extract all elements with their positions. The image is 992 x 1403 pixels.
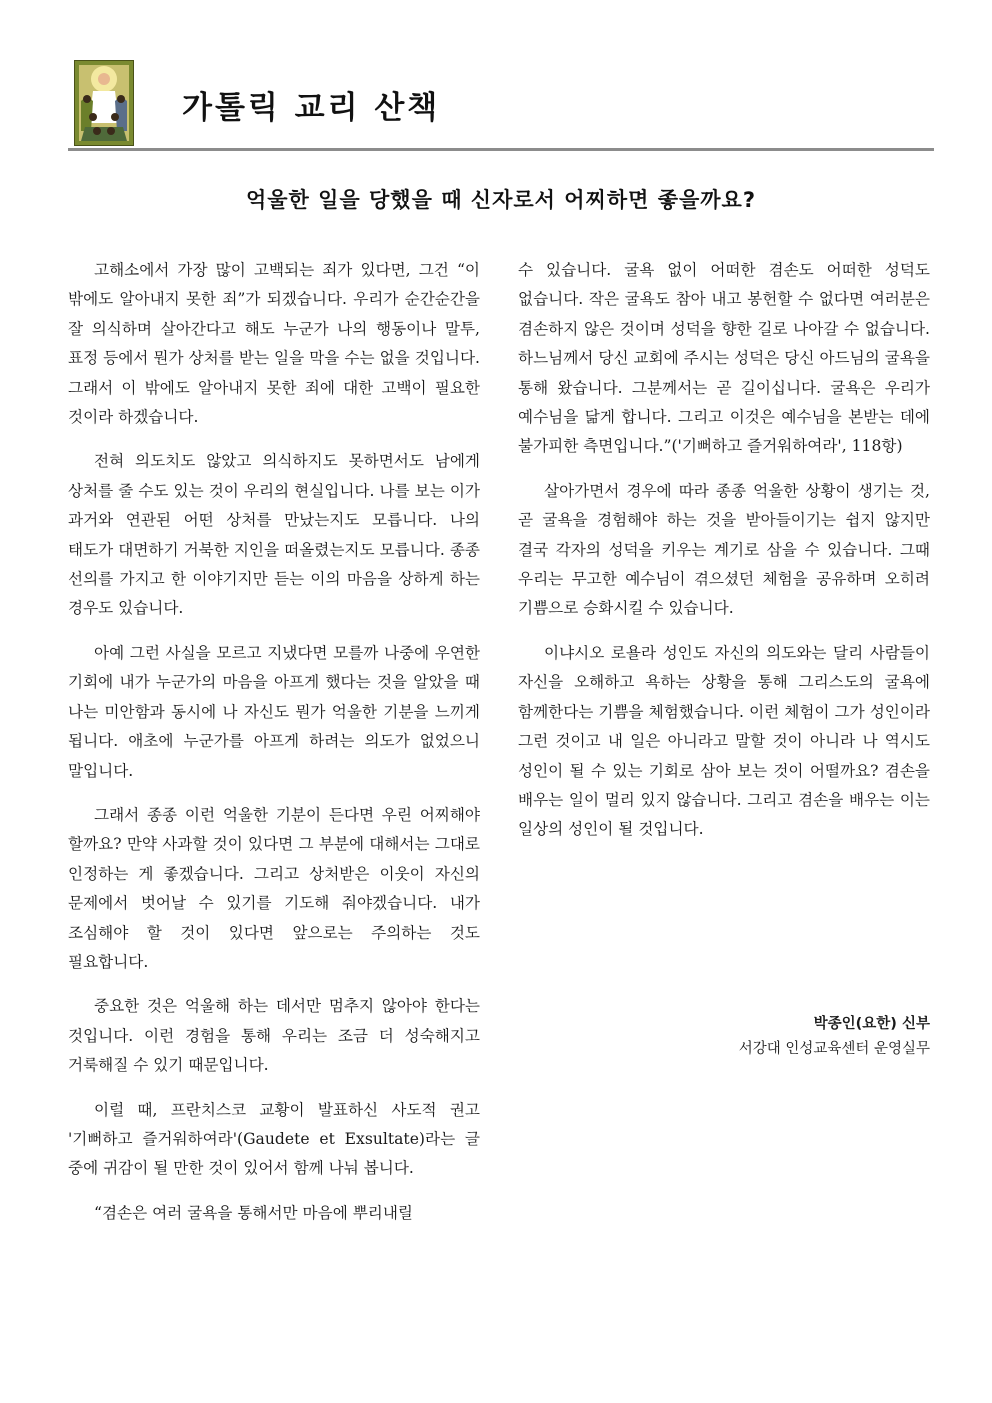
paragraph: 아예 그런 사실을 모르고 지냈다면 모를까 나중에 우연한 기회에 내가 누군가의 마음을 아프게 했다는 것을 알았을 때 나는 미안함과 동시에 나 자신도 뭔가 억울한 기분을 느끼게 됩니다. 애초에 누군가를 아프게 하려는 의도가 없었으니 말입니다. — [68, 643, 480, 780]
paragraph: 이냐시오 로욜라 성인도 자신의 의도와는 달리 사람들이 자신을 오해하고 욕하는 상황을 통해 그리스도의 굴욕에 함께한다는 기쁨을 체험했습니다. 이런 체험이 그가 성인이라 그런 것이고 내 일은 아니라고 말할 것이 아니라 나 역시도 성인이 될 수 있는 기회로 삼아 보는 것이 어떨까요? 겸손을 배우는 일이 멀리 있지 않습니다. 그리고 겸손을 배우는 이는 일상의 성인이 될 것입니다. — [518, 643, 930, 839]
paragraph: 고해소에서 가장 많이 고백되는 죄가 있다면, 그건 “이 밖에도 알아내지 못한 죄”가 되겠습니다. 우리가 순간순간을 잘 의식하며 살아간다고 해도 누군가 나의 행동이나 말투, 표정 등에서 뭔가 상처를 받는 일을 막을 수는 없을 것입니다. 그래서 이 밖에도 알아내지 못한 죄에 대한 고백이 필요한 것이라 하겠습니다. — [68, 261, 480, 427]
paragraph: 수 있습니다. 굴욕 없이 어떠한 겸손도 어떠한 성덕도 없습니다. 작은 굴욕도 참아 내고 봉헌할 수 없다면 여러분은 겸손하지 않은 것이며 성덕을 향한 길로 나아갈 수 없습니다. 하느님께서 당신 교회에 주시는 성덕은 당신 아드님의 굴욕을 통해 왔습니다. 그분께서는 곧 길이십니다. 굴욕은 우리가 예수님을 닮게 합니다. 그리고 이것은 예수님을 본받는 데에 불가피한 측면입니다.”('기뻐하고 즐거워하여라', 118항) — [518, 261, 930, 456]
article-column-left — [68, 256, 480, 1243]
paragraph: 그래서 종종 이런 억울한 기분이 든다면 우린 어찌해야 할까요? 만약 사과할 것이 있다면 그 부분에 대해서는 그대로 인정하는 게 좋겠습니다. 그리고 상처받은 이웃이 자신의 문제에서 벗어날 수 있기를 기도해 줘야겠습니다. 내가 조심해야 할 것이 있다면 앞으로는 주의하는 것도 필요합니다. — [68, 805, 480, 971]
article-column-right — [518, 256, 930, 860]
page-title: 가톨릭 교리 산책 — [182, 90, 441, 126]
christ-apostles-icon — [74, 60, 134, 146]
author-affiliation: 서강대 인성교육센터 운영실무 — [738, 1041, 930, 1057]
paragraph: 전혀 의도치도 않았고 의식하지도 못하면서도 남에게 상처를 줄 수도 있는 것이 우리의 현실입니다. 나를 보는 이가 과거와 연관된 어떤 상처를 만났는지도 모릅니다. 나의 태도가 대면하기 거북한 지인을 떠올렸는지도 모릅니다. 종종 선의를 가지고 한 이야기지만 듣는 이의 마음을 상하게 하는 경우도 있습니다. — [68, 452, 480, 618]
article-subtitle: 억울한 일을 당했을 때 신자로서 어찌하면 좋을까요? — [245, 188, 757, 212]
paragraph: 살아가면서 경우에 따라 종종 억울한 상황이 생기는 것, 곧 굴욕을 경험해야 하는 것을 받아들이기는 쉽지 않지만 결국 각자의 성덕을 키우는 계기로 삼을 수 있습니다. 그때 우리는 무고한 예수님이 겪으셨던 체험을 공유하며 오히려 기쁨으로 승화시킬 수 있습니다. — [518, 481, 930, 618]
paragraph: 중요한 것은 억울해 하는 데서만 멈추지 않아야 한다는 것입니다. 이런 경험을 통해 우리는 조금 더 성숙해지고 거룩해질 수 있기 때문입니다. — [68, 997, 480, 1075]
paragraph: 이럴 때, 프란치스코 교황이 발표하신 사도적 권고 '기뻐하고 즐거워하여라'(Gaudete et Exsultate)라는 글 중에 귀감이 될 만한 것이 있어서 함께 나눠 봅니다. — [68, 1100, 480, 1178]
paragraph: “겸손은 여러 굴욕을 통해서만 마음에 뿌리내릴 — [94, 1203, 413, 1222]
author-signature — [739, 1012, 930, 1062]
page-header — [68, 60, 934, 151]
author-name: 박종인(요한) 신부 — [813, 1016, 930, 1032]
